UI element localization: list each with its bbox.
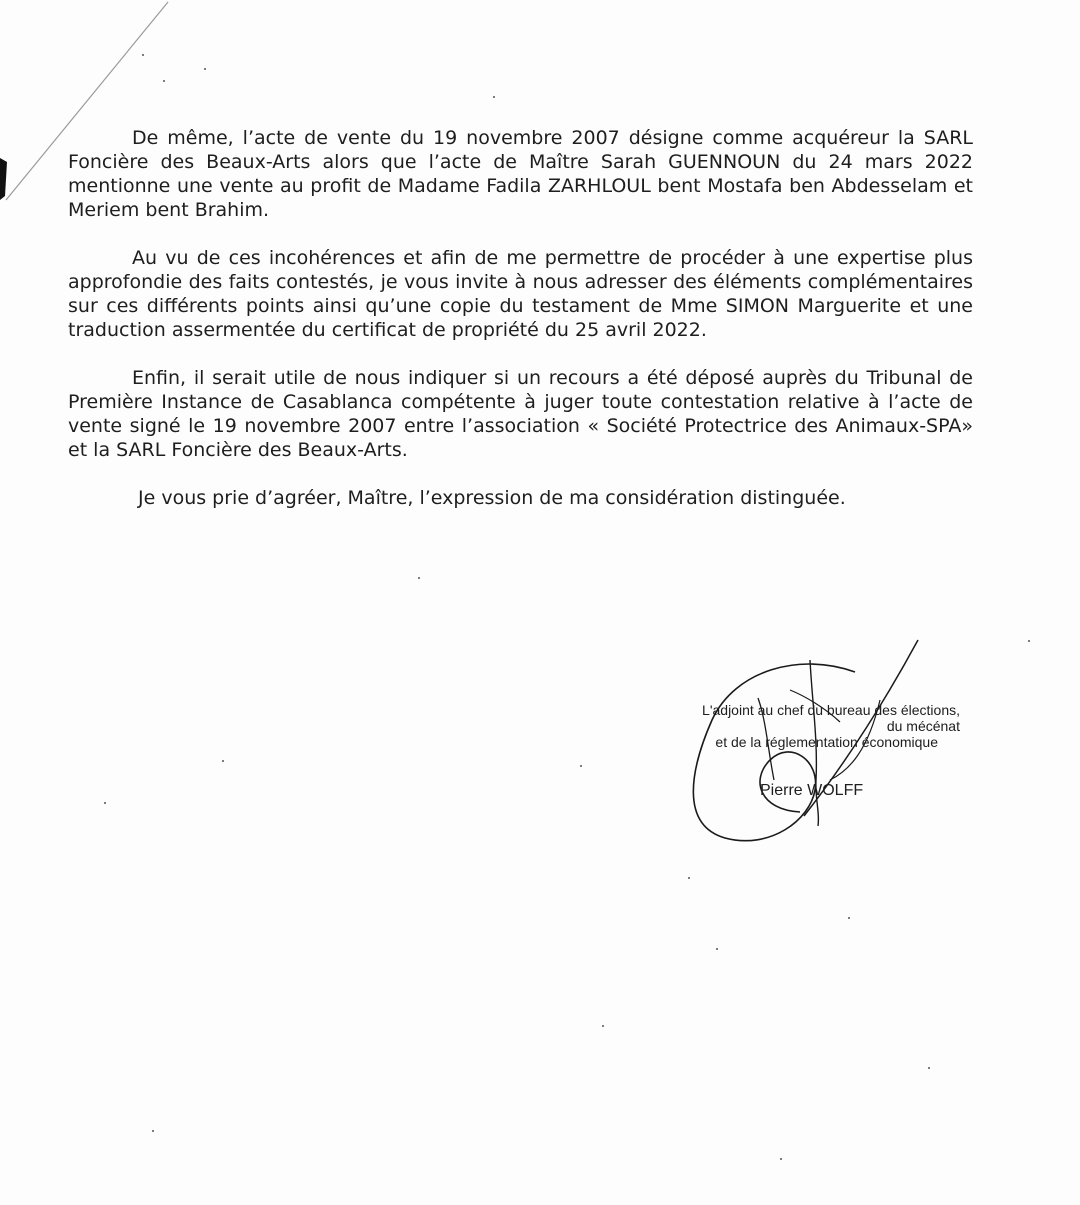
scan-speck bbox=[418, 577, 420, 579]
scan-speck bbox=[848, 917, 850, 919]
scan-speck bbox=[142, 54, 144, 56]
signatory-title-line-3: et de la réglementation économique bbox=[715, 734, 938, 750]
closing-formula: Je vous prie d’agréer, Maître, l’expression de ma considération distinguée. bbox=[138, 487, 846, 509]
paragraph-request-documents: Au vu de ces incohérences et afin de me permettre de procéder à une expertise plus approfondie des faits contestés, je vous invite à nous adresser des éléments complémentaires sur ces différents points ainsi qu’une copie du testament de Mme SIMON Marguerite et une traduction assermentée du certificat de propriété du 25 avril 2022. bbox=[68, 247, 973, 341]
scan-speck bbox=[688, 877, 690, 879]
paragraph-tribunal-appeal: Enfin, il serait utile de nous indiquer si un recours a été déposé auprès du Tribunal de Première Instance de Casablanca compétente à juger toute contestation relative à l’acte de vente signé le 19 novembre 2007 entre l’association « Société Protectrice des Animaux-SPA» et la SARL Foncière des Beaux-Arts. bbox=[68, 367, 973, 461]
scan-speck bbox=[602, 1025, 604, 1027]
scan-speck bbox=[780, 1158, 782, 1160]
scan-speck bbox=[493, 96, 495, 98]
signatory-title bbox=[660, 702, 960, 750]
scan-speck bbox=[152, 1130, 154, 1132]
scan-speck bbox=[204, 68, 206, 70]
scan-speck bbox=[163, 80, 165, 82]
scan-speck bbox=[580, 765, 582, 767]
paragraph-sale-deed: De même, l’acte de vente du 19 novembre 2007 désigne comme acquéreur la SARL Foncière des Beaux-Arts alors que l’acte de Maître Sarah GUENNOUN du 24 mars 2022 mentionne une vente au profit de Madame Fadila ZARHLOUL bent Mostafa ben Abdesselam et Meriem bent Brahim. bbox=[68, 127, 973, 221]
scan-speck bbox=[716, 948, 718, 950]
scan-speck bbox=[104, 802, 106, 804]
signatory-name: Pierre WOLFF bbox=[760, 782, 864, 799]
signatory-title-line-1: L'adjoint au chef du bureau des élections, bbox=[702, 702, 960, 718]
signatory-title-line-2: du mécénat bbox=[886, 718, 960, 734]
letter-body bbox=[68, 126, 973, 510]
scan-speck bbox=[928, 1067, 930, 1069]
scan-speck bbox=[222, 760, 224, 762]
scan-speck bbox=[1028, 640, 1030, 642]
signature-block bbox=[640, 630, 980, 860]
